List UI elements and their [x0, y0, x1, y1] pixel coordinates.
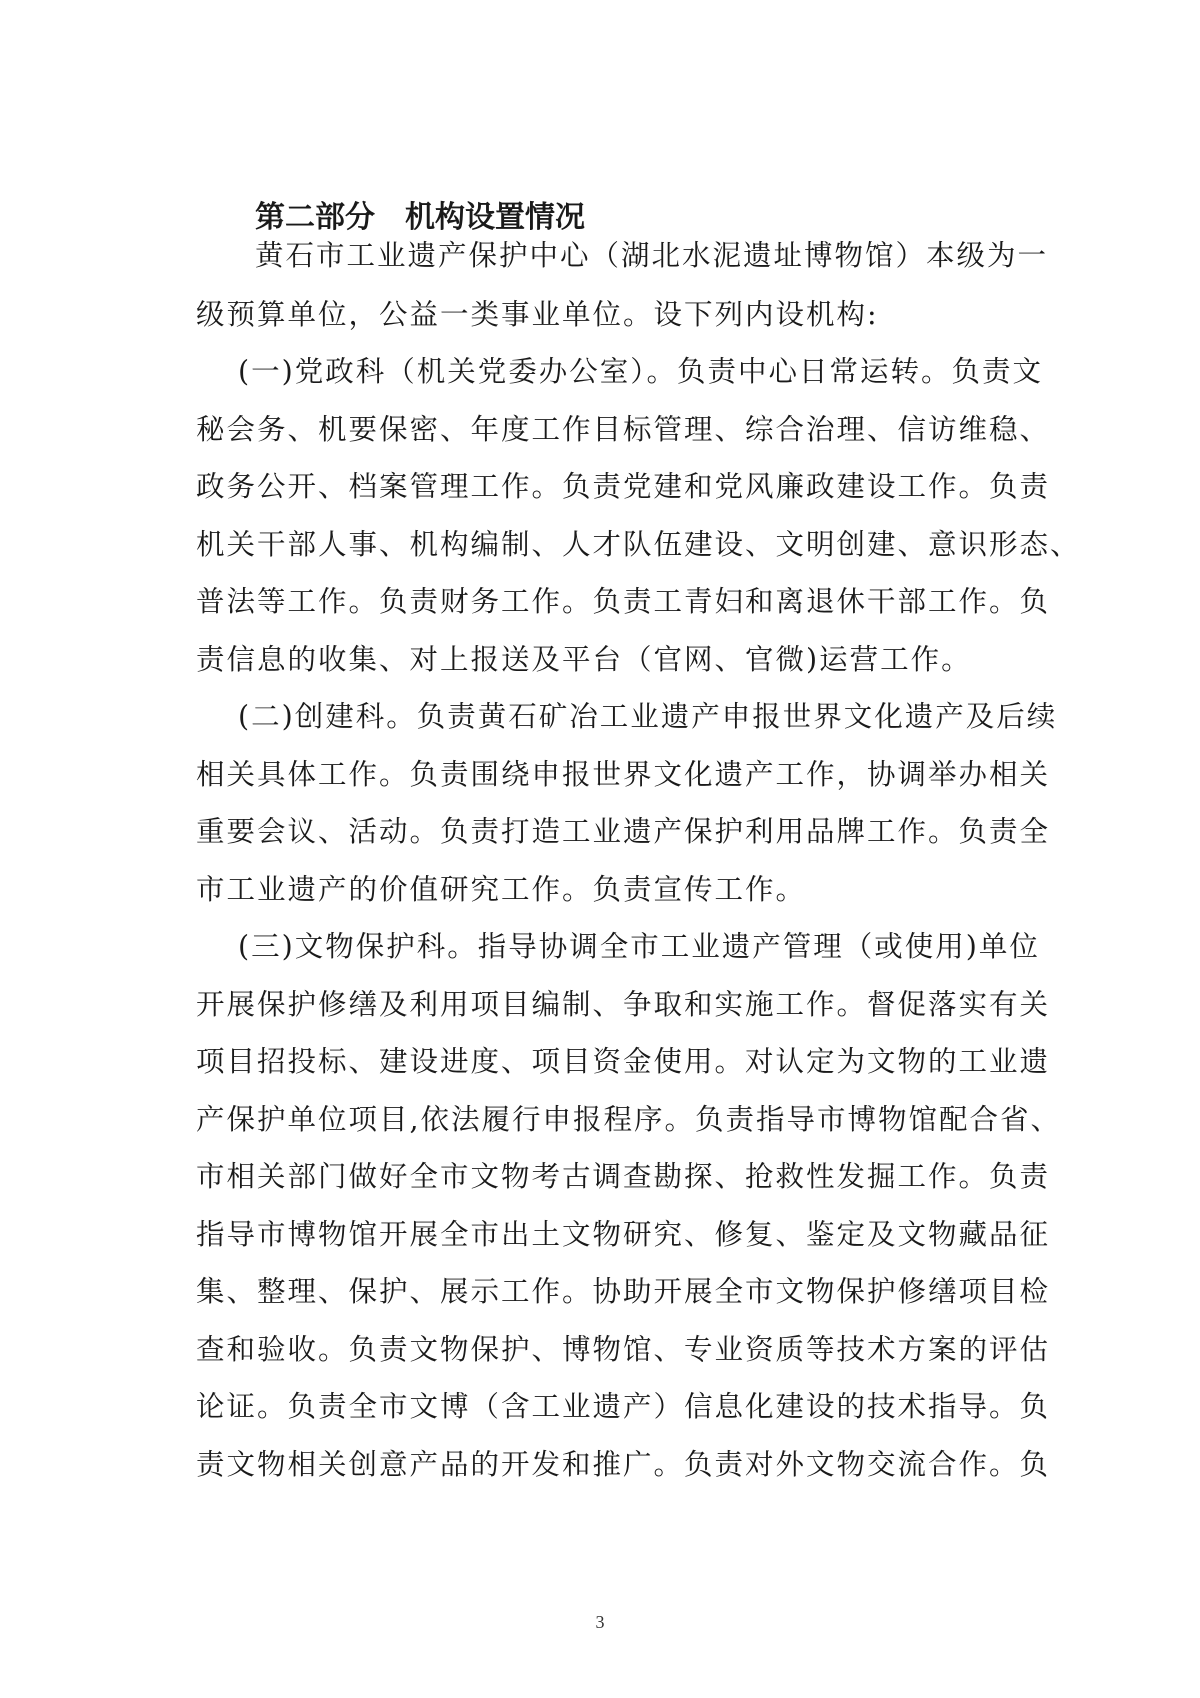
- paragraph-line: 相关具体工作。负责围绕申报世界文化遗产工作，协调举办相关: [196, 758, 1051, 791]
- paragraph-line: (一)党政科（机关党委办公室）。负责中心日常运转。负责文: [238, 355, 1043, 388]
- page-number: 3: [595, 1612, 605, 1632]
- paragraph-line: 政务公开、档案管理工作。负责党建和党风廉政建设工作。负责: [196, 470, 1051, 503]
- paragraph-line: 集、整理、保护、展示工作。协助开展全市文物保护修缮项目检: [196, 1275, 1051, 1308]
- paragraph-line: 重要会议、活动。负责打造工业遗产保护利用品牌工作。负责全: [196, 815, 1051, 848]
- paragraph-line: 开展保护修缮及利用项目编制、争取和实施工作。督促落实有关: [196, 988, 1051, 1021]
- paragraph-line: 责文物相关创意产品的开发和推广。负责对外文物交流合作。负: [196, 1448, 1051, 1481]
- paragraph-line: (二)创建科。负责黄石矿冶工业遗产申报世界文化遗产及后续: [238, 700, 1058, 733]
- paragraph-line: 普法等工作。负责财务工作。负责工青妇和离退休干部工作。负: [196, 585, 1051, 618]
- paragraph-line: 论证。负责全市文博（含工业遗产）信息化建设的技术指导。负: [196, 1390, 1051, 1423]
- paragraph-line: 秘会务、机要保密、年度工作目标管理、综合治理、信访维稳、: [196, 413, 1051, 446]
- paragraph-line: 机关干部人事、机构编制、人才队伍建设、文明创建、意识形态、: [196, 528, 1081, 561]
- paragraph-line: 市工业遗产的价值研究工作。负责宣传工作。: [196, 873, 807, 906]
- paragraph-line: 黄石市工业遗产保护中心（湖北水泥遗址博物馆）本级为一: [255, 239, 1049, 272]
- paragraph-line: 产保护单位项目,依法履行申报程序。负责指导市博物馆配合省、: [196, 1103, 1062, 1136]
- section-heading: 第二部分 机构设置情况: [255, 200, 585, 235]
- paragraph-line: 市相关部门做好全市文物考古调查勘探、抢救性发掘工作。负责: [196, 1160, 1051, 1193]
- paragraph-line: (三)文物保护科。指导协调全市工业遗产管理（或使用)单位: [238, 930, 1040, 963]
- paragraph-line: 责信息的收集、对上报送及平台（官网、官微)运营工作。: [196, 643, 972, 676]
- paragraph-line: 查和验收。负责文物保护、博物馆、专业资质等技术方案的评估: [196, 1333, 1051, 1366]
- paragraph-line: 项目招投标、建设进度、项目资金使用。对认定为文物的工业遗: [196, 1045, 1051, 1078]
- paragraph-line: 级预算单位，公益一类事业单位。设下列内设机构:: [196, 298, 879, 331]
- paragraph-line: 指导市博物馆开展全市出土文物研究、修复、鉴定及文物藏品征: [196, 1218, 1051, 1251]
